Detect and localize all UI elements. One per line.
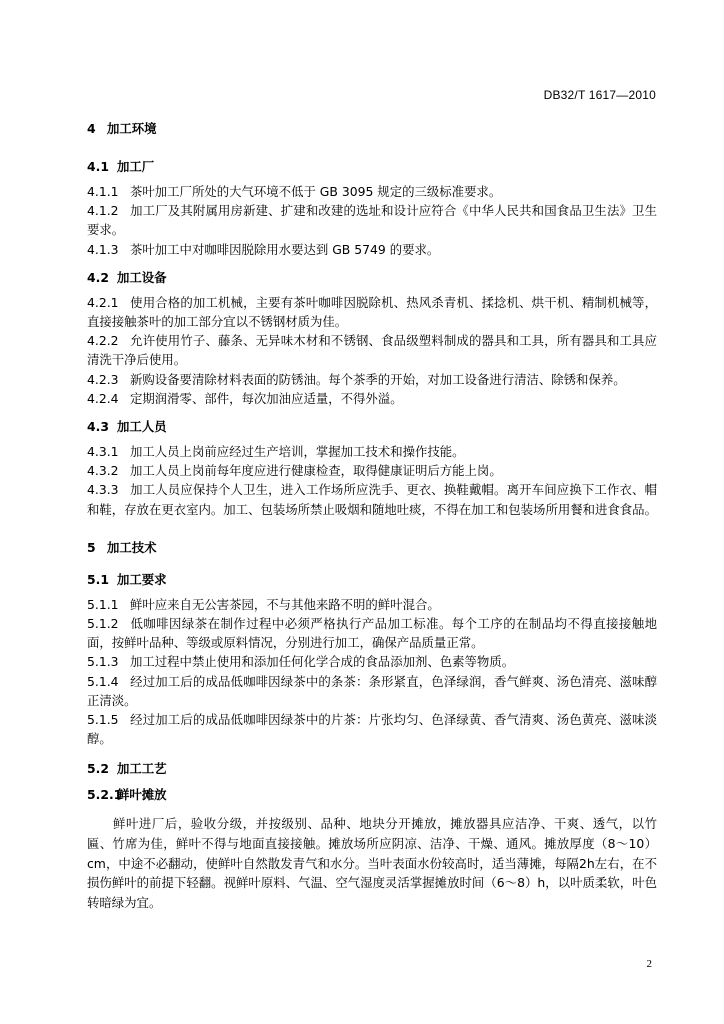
clause-text: 茶叶加工厂所处的大气环境不低于 GB 3095 规定的三级标准要求。 (130, 184, 502, 199)
clause-text: 加工人员上岗前应经过生产培训，掌握加工技术和操作技能。 (130, 444, 465, 460)
clause-text: 加工工艺 (117, 761, 167, 777)
clause-4-3-3 (87, 480, 657, 518)
clause-text: 加工厂及其附属用房新建、扩建和改建的选址和设计应符合《中华人民共和国食品卫生法》卫生要求。 (87, 203, 657, 238)
document-body (87, 110, 657, 912)
clause-number: 5.1.3 (87, 654, 119, 670)
clause-text: 鲜叶应来自无公害茶园，不与其他来路不明的鲜叶混合。 (130, 596, 440, 612)
clause-5-1-5 (87, 710, 657, 748)
clause-number: 4.2.2 (87, 333, 119, 349)
clause-text: 使用合格的加工机械，主要有茶叶咖啡因脱除机、热风杀青机、揉捻机、烘干机、精制机械等，直接接触茶叶的加工部分宜以不锈钢材质为佳。 (87, 294, 657, 330)
indented-paragraph (87, 814, 657, 912)
clause-4-3-1 (87, 442, 657, 461)
clause-number: 4.2 (87, 269, 109, 285)
clause-text: 加工要求 (117, 571, 167, 587)
clause-4-2-2 (87, 331, 657, 369)
clause-text: 经过加工后的成品低咖啡因绿茶中的条茶：条形紧直，色泽绿润，香气鲜爽、汤色清亮、滋味醇正清淡。 (87, 673, 657, 708)
standard-code-header: DB32/T 1617—2010 (543, 88, 656, 102)
clause-4-2-1 (87, 293, 657, 331)
clause-4-1-2 (87, 201, 657, 239)
clause-text: 新购设备要清除材料表面的防锈油。每个茶季的开始，对加工设备进行清洁、除锈和保养。 (130, 371, 626, 387)
clause-5-1-1 (87, 595, 657, 614)
clause-number: 5.1.4 (87, 673, 119, 689)
clause-text: 加工技术 (107, 539, 157, 555)
clause-number: 5.1.5 (87, 712, 119, 728)
clause-text: 允许使用竹子、藤条、无异味木材和不锈钢、食品级塑料制成的器具和工具，所有器具和工具应清洗干净后使用。 (87, 333, 657, 368)
clause-number: 4.2.3 (87, 371, 119, 387)
subsection-heading-5-2 (87, 760, 657, 778)
clause-number: 4.1.1 (87, 184, 119, 199)
clause-number: 4.1 (87, 159, 109, 174)
clause-number: 4.1.3 (87, 241, 119, 257)
subsection-heading-4-2 (87, 269, 657, 287)
clause-4-1-1 (87, 182, 657, 201)
clause-text: 加工环境 (107, 121, 157, 136)
subsection-heading-5-2-1 (87, 786, 657, 804)
clause-text: 定期润滑零、部件，每次加油应适量，不得外溢。 (130, 390, 403, 406)
page-number: 2 (646, 958, 652, 970)
clause-4-2-3 (87, 370, 657, 389)
clause-number: 4.1.2 (87, 203, 119, 219)
clause-number: 4.3.1 (87, 444, 119, 460)
section-heading-5 (87, 539, 657, 557)
subsection-heading-4-1 (87, 158, 657, 176)
clause-text: 加工人员上岗前每年度应进行健康检查，取得健康证明后方能上岗。 (130, 463, 502, 479)
clause-text: 加工人员应保持个人卫生，进入工作场所应洗手、更衣、换鞋戴帽。离开车间应换下工作衣、帽和鞋，存放在更衣室内。加工、包装场所禁止吸烟和随地吐痰，不得在加工和包装场所用餐和进食食品。 (87, 482, 657, 517)
clause-number: 5.1.1 (87, 596, 119, 612)
clause-text: 加工人员 (117, 419, 167, 435)
clause-text: 经过加工后的成品低咖啡因绿茶中的片茶：片张均匀、色泽绿黄、香气清爽、汤色黄亮、滋味淡醇。 (87, 712, 657, 747)
clause-number: 4.2.1 (87, 294, 119, 310)
clause-number: 4.2.4 (87, 390, 119, 406)
clause-5-1-3 (87, 652, 657, 671)
clause-4-3-2 (87, 461, 657, 480)
clause-text: 加工厂 (117, 159, 155, 174)
clause-number: 5.2.1 (87, 787, 123, 803)
clause-number: 5 (87, 539, 96, 555)
clause-number: 4.3 (87, 419, 109, 435)
subsection-heading-5-1 (87, 571, 657, 589)
clause-number: 5.1 (87, 571, 109, 587)
clause-4-2-4 (87, 389, 657, 408)
subsection-heading-4-3 (87, 418, 657, 436)
section-heading-4 (87, 120, 657, 138)
clause-number: 4 (87, 121, 96, 136)
clause-number: 5.1.2 (87, 616, 119, 632)
clause-5-1-2 (87, 614, 657, 652)
clause-text: 鲜叶摊放 (117, 787, 167, 803)
clause-4-1-3 (87, 240, 657, 259)
clause-number: 5.2 (87, 761, 109, 777)
clause-text: 加工过程中禁止使用和添加任何化学合成的食品添加剂、色素等物质。 (130, 654, 515, 670)
clause-5-1-4 (87, 672, 657, 710)
clause-text: 低咖啡因绿茶在制作过程中必须严格执行产品加工标准。每个工序的在制品均不得直接接触地面，按鲜叶品种、等级或原料情况，分别进行加工，确保产品质量正常。 (87, 616, 657, 651)
clause-number: 4.3.3 (87, 482, 119, 498)
clause-text: 加工设备 (117, 269, 167, 285)
clause-text: 茶叶加工中对咖啡因脱除用水要达到 GB 5749 的要求。 (130, 241, 440, 257)
clause-number: 4.3.2 (87, 463, 119, 479)
clause-text: 鲜叶进厂后，验收分级，并按级别、品种、地块分开摊放，摊放器具应洁净、干爽、透气，以竹匾、竹席为佳，鲜叶不得与地面直接接触。摊放场所应阴凉、洁净、干燥、通风。摊放厚度（8～10）cm，中途不必翻动，使鲜叶自然散发青气和水分。当叶表面水份较高时，适当薄摊，每隔2h左右，在不损伤鲜叶的前提下轻翻。视鲜叶原料、气温、空气湿度灵活掌握摊放时间（6～8）h，以叶质柔软，叶色转暗绿为宜。 (87, 816, 657, 910)
